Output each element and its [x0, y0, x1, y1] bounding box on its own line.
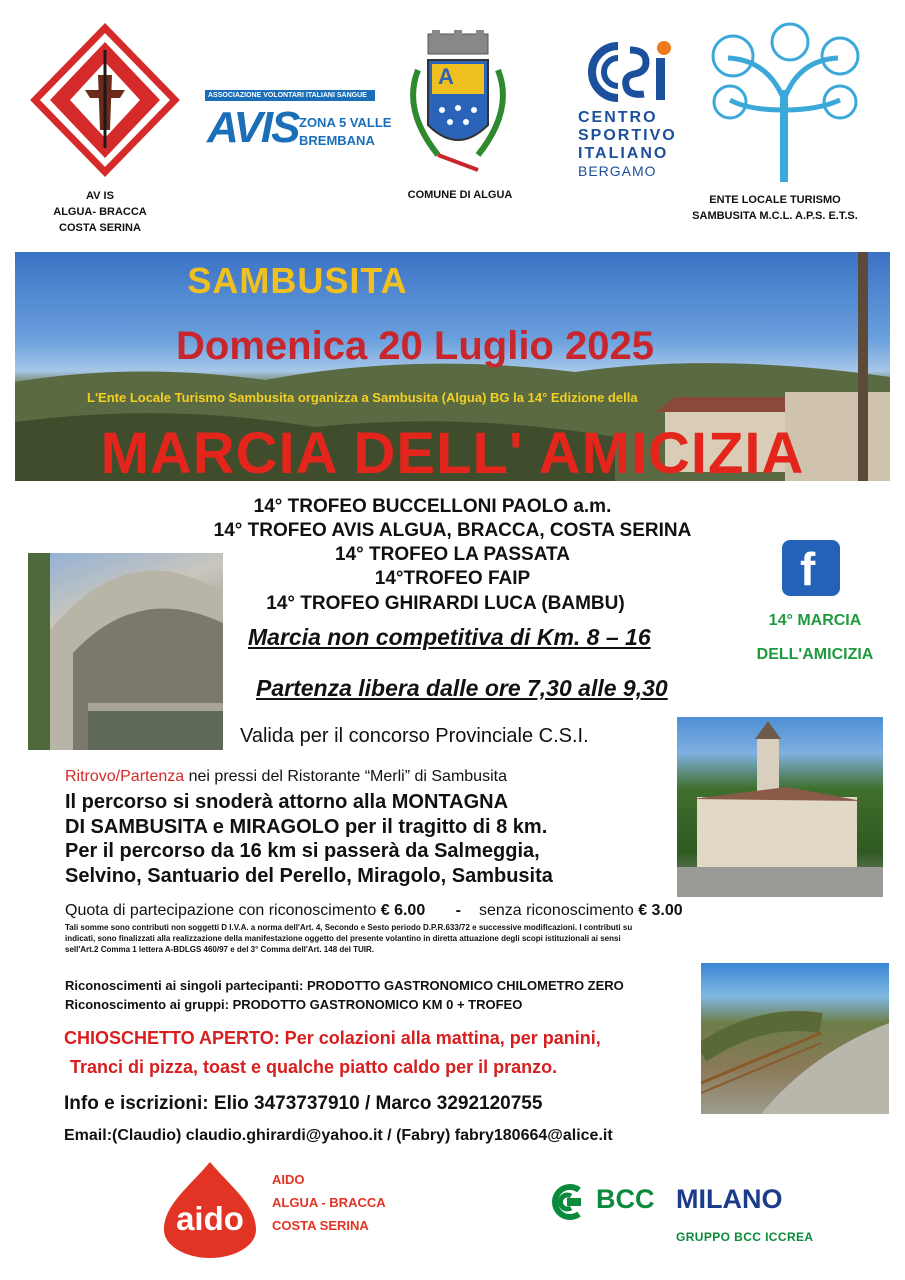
banner-intro: L'Ente Locale Turismo Sambusita organizza a Sambusita (Algua) BG la 14° Edizione della — [87, 390, 638, 405]
trophy-line: 14° TROFEO AVIS ALGUA, BRACCA, COSTA SERINA — [213, 520, 692, 541]
aido-line: AIDO — [272, 1172, 305, 1187]
csi-line2: SPORTIVO — [578, 127, 677, 144]
fineprint — [65, 922, 895, 955]
fineprint-line: indicati, sono finalizzati alla realizzazione della manifestazione oggetto del presente volantino in diretta attuazione degli scopi istituzionali ai sensi — [65, 934, 621, 943]
quota-label-2: senza riconoscimento — [479, 902, 639, 919]
comune-caption: COMUNE DI ALGUA — [407, 189, 513, 201]
ritrovo-text: nei pressi del Ristorante “Merli” di Sambusita — [184, 768, 507, 785]
fineprint-line: Tali somme sono contributi non soggetti D I.V.A. a norma dell'Art. 4, Secondo e Sesto periodo D.P.R.633/72 e successive modificazioni. I contributi su — [65, 923, 633, 932]
valida-csi: Valida per il concorso Provinciale C.S.I. — [240, 725, 589, 747]
percorso-line: Per il percorso da 16 km si passerà da Salmeggia, — [65, 840, 540, 862]
banner-date: Domenica 20 Luglio 2025 — [176, 324, 654, 368]
church-photo — [677, 717, 883, 897]
bcc-city: MILANO — [676, 1184, 783, 1214]
quota-label-1: Quota di partecipazione con riconoscimento — [65, 902, 381, 919]
aido-logo — [160, 1160, 260, 1260]
trophy-line: 14°TROFEO FAIP — [374, 568, 531, 589]
chioschetto-line: CHIOSCHETTO APERTO: Per colazioni alla mattina, per panini, — [64, 1028, 601, 1048]
path-photo — [701, 963, 889, 1114]
ritrovo-label: Ritrovo/Partenza — [65, 768, 185, 785]
ente-caption-line: SAMBUSITA M.C.L. A.P.S. E.T.S. — [692, 210, 858, 222]
csi-line4: BERGAMO — [578, 163, 657, 179]
riconoscimenti-line: Riconoscimento ai gruppi: PRODOTTO GASTRONOMICO KM 0 + TROFEO — [65, 997, 523, 1012]
fountain-photo — [28, 553, 223, 750]
avis-zona-logo — [205, 90, 392, 170]
quota-price-2: € 3.00 — [638, 902, 683, 919]
aido-logo-text: aido — [176, 1200, 244, 1237]
ente-caption — [660, 192, 890, 224]
avis-diamond-logo — [30, 20, 180, 180]
banner-photo — [15, 252, 890, 481]
percorso-block — [65, 790, 553, 888]
trophy-line: 14° TROFEO GHIRARDI LUCA (BAMBU) — [266, 593, 625, 614]
avis-zona-line2: BREMBANA — [299, 133, 375, 148]
avis-caption-line: ALGUA- BRACCA — [53, 206, 147, 218]
facebook-icon[interactable] — [782, 540, 840, 596]
trophy-line: 14° TROFEO BUCCELLONI PAOLO a.m. — [253, 496, 612, 517]
avis-caption-line: AV IS — [86, 190, 114, 202]
banner-place: SAMBUSITA — [187, 260, 408, 301]
bcc-group: GRUPPO BCC ICCREA — [676, 1230, 814, 1244]
bcc-brand: BCC — [596, 1184, 655, 1214]
avis-caption — [30, 188, 170, 236]
partenza-orari: Partenza libera dalle ore 7,30 alle 9,30 — [256, 675, 668, 701]
ente-caption-line: ENTE LOCALE TURISMO — [709, 194, 841, 206]
info-iscrizioni: Info e iscrizioni: Elio 3473737910 / Marco 3292120755 — [64, 1093, 543, 1114]
aido-line: ALGUA - BRACCA — [272, 1195, 386, 1210]
ritrovo-line — [65, 768, 507, 786]
comune-crest-letter: A — [438, 64, 454, 89]
comune-crest-logo — [398, 30, 518, 180]
facebook-caption-1: 14° MARCIA — [768, 612, 862, 629]
percorso-line: Il percorso si snoderà attorno alla MONTAGNA — [65, 791, 509, 813]
quota-price-1: € 6.00 — [380, 902, 426, 919]
percorso-line: DI SAMBUSITA e MIRAGOLO per il tragitto di 8 km. — [65, 815, 548, 838]
aido-line: COSTA SERINA — [272, 1218, 369, 1233]
aido-text — [272, 1168, 386, 1237]
email-contacts[interactable]: Email:(Claudio) claudio.ghirardi@yahoo.it / (Fabry) fabry180664@alice.it — [64, 1127, 613, 1144]
facebook-caption-2: DELL'AMICIZIA — [756, 646, 874, 663]
ente-turismo-logo — [708, 20, 863, 185]
chioschetto — [64, 1024, 601, 1082]
marcia-distance: Marcia non competitiva di Km. 8 – 16 — [248, 624, 651, 650]
trophy-line: 14° TROFEO LA PASSATA — [335, 544, 570, 565]
quota-line — [65, 902, 683, 920]
bcc-logo-icon — [545, 1180, 589, 1224]
csi-line3: ITALIANO — [578, 145, 669, 162]
banner-event-title: MARCIA DELL' AMICIZIA — [100, 421, 805, 481]
avis-zona-top: ASSOCIAZIONE VOLONTARI ITALIANI SANGUE — [205, 90, 375, 101]
chioschetto-line: Tranci di pizza, toast e qualche piatto caldo per il pranzo. — [70, 1057, 558, 1077]
avis-caption-line: COSTA SERINA — [59, 222, 141, 234]
riconoscimenti — [65, 976, 624, 1014]
avis-zona-brand: AVIS — [207, 103, 299, 152]
avis-zona-line1: ZONA 5 VALLE — [299, 115, 392, 130]
csi-line1: CENTRO — [578, 109, 658, 126]
facebook-letter: f — [800, 543, 816, 595]
csi-logo — [578, 40, 678, 180]
percorso-line: Selvino, Santuario del Perello, Miragolo, Sambusita — [65, 864, 553, 887]
quota-sep: - — [455, 902, 461, 919]
fineprint-line: sell'Art.2 Comma 1 lettera A-BDLGS 460/97 e del 3° Comma dell'Art. 148 del TUIR. — [65, 945, 375, 954]
riconoscimenti-line: Riconoscimenti ai singoli partecipanti: PRODOTTO GASTRONOMICO CHILOMETRO ZERO — [65, 978, 624, 993]
